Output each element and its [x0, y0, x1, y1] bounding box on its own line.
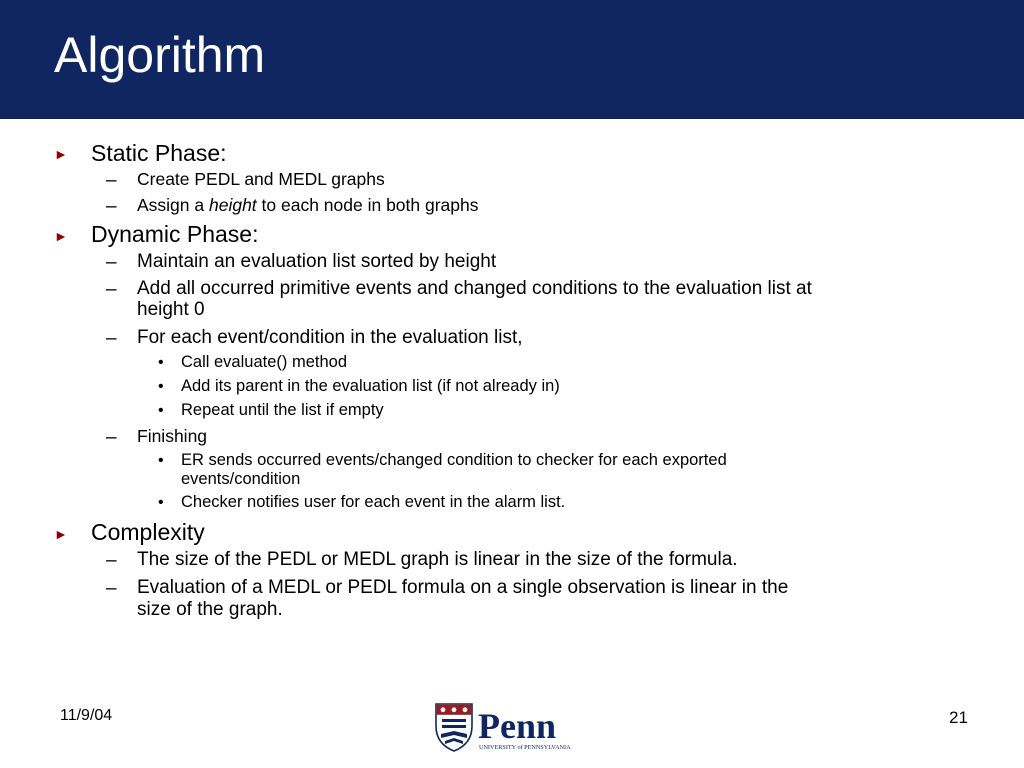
- penn-shield-icon: [436, 704, 472, 751]
- item-add-events-line2: height 0: [137, 299, 205, 320]
- subitem-repeat: Repeat until the list if empty: [181, 401, 384, 419]
- dot-bullet-icon: •: [158, 402, 164, 419]
- dash-bullet-icon: –: [106, 170, 117, 191]
- triangle-bullet-icon: ►: [54, 228, 68, 244]
- dot-bullet-icon: •: [158, 378, 164, 395]
- item-add-events: Add all occurred primitive events and changed conditions to the evaluation list at: [137, 278, 812, 299]
- page-number: 21: [949, 708, 968, 727]
- dash-bullet-icon: –: [106, 252, 117, 273]
- dash-bullet-icon: –: [106, 550, 117, 571]
- item-assign-height: Assign a height to each node in both graphs: [137, 195, 479, 215]
- triangle-bullet-icon: ►: [54, 146, 68, 162]
- item-evaluation: Evaluation of a MEDL or PEDL formula on a single observation is linear in the: [137, 577, 789, 598]
- subitem-checker-notifies: Checker notifies user for each event in the alarm list.: [181, 493, 566, 511]
- item-for-each: For each event/condition in the evaluation list,: [137, 327, 523, 348]
- dash-bullet-icon: –: [106, 279, 117, 300]
- footer-date: 11/9/04: [60, 707, 113, 724]
- item-evaluation-line2: size of the graph.: [137, 599, 283, 620]
- subitem-call-evaluate: Call evaluate() method: [181, 353, 347, 371]
- dash-bullet-icon: –: [106, 328, 117, 349]
- triangle-bullet-icon: ►: [54, 526, 68, 542]
- item-graph-size: The size of the PEDL or MEDL graph is linear in the size of the formula.: [137, 549, 738, 570]
- bullet-complexity: Complexity: [91, 519, 205, 545]
- dash-bullet-icon: –: [106, 427, 117, 448]
- item-maintain-list: Maintain an evaluation list sorted by height: [137, 251, 497, 272]
- dash-bullet-icon: –: [106, 196, 117, 217]
- logo-wordmark: Penn: [478, 706, 557, 746]
- title-bar: [0, 0, 1024, 119]
- bullet-dynamic-phase: Dynamic Phase:: [91, 221, 259, 247]
- dot-bullet-icon: •: [158, 354, 164, 371]
- dot-bullet-icon: •: [158, 452, 164, 469]
- penn-logo: [434, 701, 584, 753]
- dash-bullet-icon: –: [106, 578, 117, 599]
- subitem-add-parent: Add its parent in the evaluation list (if not already in): [181, 377, 560, 395]
- item-create-graphs: Create PEDL and MEDL graphs: [137, 169, 385, 189]
- slide-title: Algorithm: [54, 27, 266, 83]
- item-finishing: Finishing: [137, 426, 208, 446]
- bullet-static-phase: Static Phase:: [91, 140, 227, 166]
- subitem-er-sends: ER sends occurred events/changed condition to checker for each exported: [181, 451, 727, 469]
- logo-subtitle: UNIVERSITY of PENNSYLVANIA: [479, 744, 571, 751]
- subitem-er-sends-line2: events/condition: [181, 470, 301, 488]
- dot-bullet-icon: •: [158, 494, 164, 511]
